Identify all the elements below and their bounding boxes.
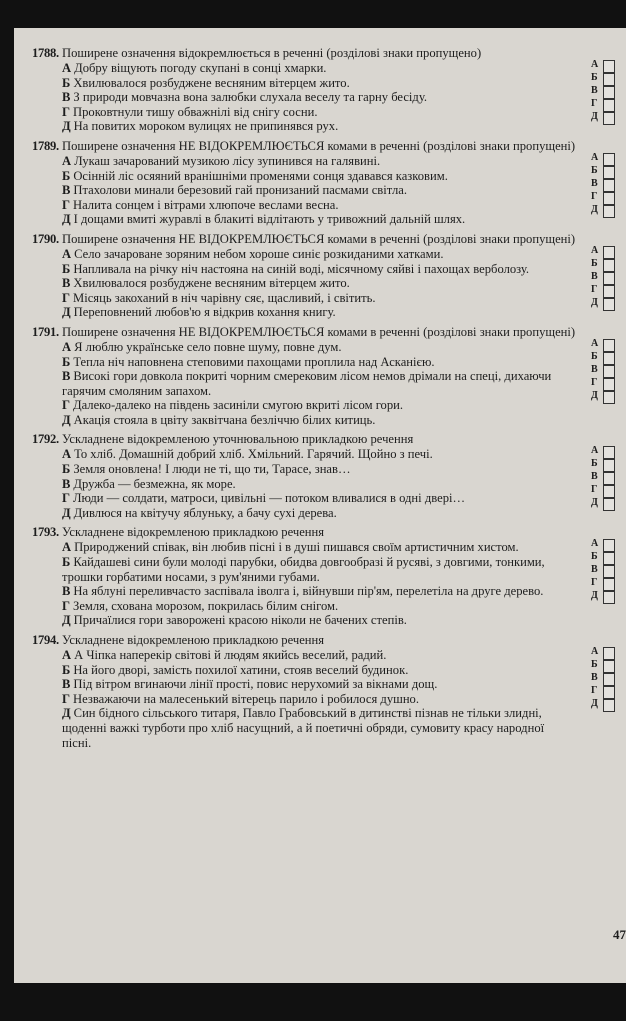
answer-box[interactable] bbox=[593, 591, 615, 603]
question-number: 1793. bbox=[32, 525, 59, 540]
question-number: 1790. bbox=[32, 231, 59, 246]
answer-box-letter: Г bbox=[591, 98, 598, 109]
answer-box[interactable] bbox=[593, 673, 615, 685]
answer-box[interactable] bbox=[593, 660, 615, 672]
question-text: Ускладнене відокремленою уточнювальною прикладкою речення bbox=[62, 432, 414, 447]
answer-checkbox[interactable] bbox=[603, 485, 615, 498]
answer-box-letter: Д bbox=[591, 497, 598, 509]
answer-box[interactable] bbox=[593, 498, 615, 510]
question bbox=[32, 139, 617, 227]
answer-box-letter: А bbox=[591, 59, 599, 70]
answer-box[interactable] bbox=[593, 99, 615, 111]
answer-option bbox=[32, 76, 617, 91]
answer-option bbox=[32, 105, 617, 120]
answer-option bbox=[32, 244, 617, 262]
option-letter: Г bbox=[62, 197, 71, 212]
answer-box-letter: Д bbox=[591, 203, 598, 215]
option-text: Тепла ніч наповнена степовими пахощами проплила над Асканією. bbox=[73, 354, 435, 369]
answer-box[interactable] bbox=[593, 179, 615, 191]
option-text: Налита сонцем і вітрами хлюпоче веслами весна. bbox=[73, 197, 339, 212]
answer-checkbox[interactable] bbox=[603, 673, 615, 686]
answer-boxes bbox=[593, 539, 615, 604]
option-letter: Г bbox=[62, 290, 71, 305]
question-number: 1789. bbox=[32, 138, 59, 153]
answer-box[interactable] bbox=[593, 112, 615, 124]
answer-box[interactable] bbox=[593, 259, 615, 271]
answer-checkbox[interactable] bbox=[603, 285, 615, 298]
answer-box-letter: Б bbox=[591, 72, 598, 83]
option-letter: Д bbox=[62, 119, 71, 134]
answer-option bbox=[32, 506, 617, 521]
option-letter: Д bbox=[62, 505, 71, 520]
option-letter: А bbox=[62, 648, 72, 662]
answer-box-letter: Г bbox=[591, 283, 598, 295]
answer-boxes bbox=[593, 339, 615, 404]
option-letter: Г bbox=[62, 491, 71, 506]
answer-boxes bbox=[593, 153, 615, 218]
answer-checkbox[interactable] bbox=[603, 99, 615, 112]
question-title bbox=[32, 525, 617, 540]
answer-option bbox=[32, 706, 617, 750]
answer-box-letter: Б bbox=[591, 164, 598, 176]
answer-option bbox=[32, 462, 617, 477]
option-text: Село зачароване зоряним небом хороше синіє розкиданими хатками. bbox=[74, 246, 444, 261]
question-number: 1794. bbox=[32, 633, 59, 647]
option-letter: Б bbox=[62, 168, 71, 183]
answer-checkbox[interactable] bbox=[603, 459, 615, 472]
question bbox=[32, 525, 617, 628]
answer-checkbox[interactable] bbox=[603, 192, 615, 205]
question-title bbox=[32, 432, 617, 447]
answer-option bbox=[32, 677, 617, 692]
answer-checkbox[interactable] bbox=[603, 153, 615, 166]
answer-checkbox[interactable] bbox=[603, 686, 615, 699]
answer-box[interactable] bbox=[593, 86, 615, 98]
answer-box[interactable] bbox=[593, 285, 615, 297]
option-letter: А bbox=[62, 61, 72, 75]
answer-box[interactable] bbox=[593, 339, 615, 351]
question-title bbox=[32, 633, 617, 648]
book-page bbox=[14, 28, 626, 983]
answer-option bbox=[32, 663, 617, 678]
option-letter: Г bbox=[62, 598, 71, 613]
answer-box[interactable] bbox=[593, 153, 615, 165]
option-letter: Б bbox=[62, 75, 71, 90]
option-letter: Г bbox=[62, 398, 71, 413]
answer-checkbox[interactable] bbox=[603, 699, 615, 712]
answer-checkbox[interactable] bbox=[603, 246, 615, 259]
option-text: То хліб. Домашній добрий хліб. Хмільний. Гарячий. Щойно з печі. bbox=[74, 447, 433, 462]
option-letter: Д bbox=[62, 305, 71, 320]
option-text: Напливала на річку ніч настояна на синій воді, місячному сяйві і пахощах верболозу. bbox=[73, 261, 530, 276]
option-text: Птахолови минали березовий гай пронизаний пасмами світла. bbox=[73, 183, 407, 198]
answer-boxes bbox=[593, 60, 615, 125]
answer-checkbox[interactable] bbox=[603, 166, 615, 179]
answer-checkbox[interactable] bbox=[603, 352, 615, 365]
question bbox=[32, 232, 617, 320]
answer-option bbox=[32, 212, 617, 227]
answer-option bbox=[32, 540, 617, 555]
option-text: Далеко-далеко на південь засиніли смугою вкриті лісом гори. bbox=[73, 398, 404, 413]
answer-option bbox=[32, 119, 617, 134]
answer-checkbox[interactable] bbox=[603, 60, 615, 73]
question-title bbox=[32, 139, 617, 154]
answer-option bbox=[32, 183, 617, 198]
option-letter: Б bbox=[62, 261, 71, 276]
option-text: Під вітром вгинаючи лінії прості, повис нерухомий за вікнами дощ. bbox=[73, 677, 438, 692]
option-text: Я люблю українське село повне шуму, повне дум. bbox=[74, 339, 342, 354]
option-text: А Чіпка наперекір світові й людям якийсь веселий, радий. bbox=[74, 648, 387, 662]
option-letter: А bbox=[62, 540, 72, 555]
answer-option bbox=[32, 398, 617, 413]
answer-checkbox[interactable] bbox=[603, 378, 615, 391]
answer-box-letter: Б bbox=[591, 257, 598, 269]
answer-box-letter: А bbox=[591, 445, 599, 457]
option-letter: А bbox=[62, 447, 72, 462]
question-text: Поширене означення НЕ ВІДОКРЕМЛЮЄТЬСЯ комами в реченні (розділові знаки пропущені) bbox=[62, 324, 576, 339]
answer-box-letter: Г bbox=[591, 577, 598, 589]
answer-box[interactable] bbox=[593, 647, 615, 659]
answer-box[interactable] bbox=[593, 166, 615, 178]
answer-box[interactable] bbox=[593, 446, 615, 458]
option-text: Природжений співак, він любив пісні і в душі пишався своїм артистичним хистом. bbox=[74, 540, 519, 555]
option-letter: В bbox=[62, 90, 71, 105]
option-text: Високі гори довкола покриті чорним смерековим лісом немов дрімали на спеці, дихаючи гарячим смоляним запахом. bbox=[62, 369, 552, 398]
question-title bbox=[32, 232, 617, 247]
answer-boxes bbox=[593, 246, 615, 311]
answer-box-letter: Б bbox=[591, 350, 598, 362]
option-text: На повитих мороком вулицях не припинявся рух. bbox=[73, 119, 339, 134]
option-text: Хвилювалося розбуджене весняним вітерцем жито. bbox=[73, 276, 350, 291]
option-text: Акація стояла в цвіту заквітчана безліччю білих китиць. bbox=[73, 412, 376, 427]
question-number: 1788. bbox=[32, 46, 59, 60]
answer-box-letter: В bbox=[591, 471, 598, 483]
question bbox=[32, 633, 617, 750]
answer-box-letter: Г bbox=[591, 685, 598, 696]
answer-checkbox[interactable] bbox=[603, 112, 615, 125]
answer-option bbox=[32, 355, 617, 370]
answer-box[interactable] bbox=[593, 352, 615, 364]
answer-box[interactable] bbox=[593, 192, 615, 204]
answer-checkbox[interactable] bbox=[603, 298, 615, 311]
answer-option bbox=[32, 447, 617, 462]
answer-box-letter: В bbox=[591, 564, 598, 576]
answer-box[interactable] bbox=[593, 365, 615, 377]
option-text: Дружба — безмежна, як море. bbox=[73, 476, 236, 491]
answer-option bbox=[32, 692, 617, 707]
answer-option bbox=[32, 305, 617, 320]
answer-option bbox=[32, 276, 617, 291]
option-letter: В bbox=[62, 584, 71, 599]
answer-option bbox=[32, 491, 617, 509]
question bbox=[32, 46, 617, 134]
question-title bbox=[32, 325, 617, 340]
option-letter: А bbox=[62, 339, 72, 354]
answer-box[interactable] bbox=[593, 552, 615, 564]
option-text: Місяць закоханий в ніч чарівну сяє, щасливий, і світить. bbox=[73, 290, 376, 305]
answer-box[interactable] bbox=[593, 205, 615, 217]
answer-box[interactable] bbox=[593, 298, 615, 310]
answer-box-letter: А bbox=[591, 646, 599, 657]
option-letter: В bbox=[62, 476, 71, 491]
answer-checkbox[interactable] bbox=[603, 552, 615, 565]
answer-checkbox[interactable] bbox=[603, 272, 615, 285]
answer-checkbox[interactable] bbox=[603, 578, 615, 591]
answer-box-letter: Д bbox=[591, 296, 598, 308]
question-number: 1791. bbox=[32, 324, 59, 339]
answer-boxes bbox=[593, 647, 615, 712]
option-text: Незважаючи на малесенький вітерець парило і робилося душно. bbox=[73, 691, 420, 706]
answer-checkbox[interactable] bbox=[603, 446, 615, 459]
question bbox=[32, 325, 617, 428]
answer-box-letter: Д bbox=[591, 111, 598, 122]
option-text: Лукаш зачарований музикою лісу зупинився на галявині. bbox=[74, 153, 381, 168]
answer-option bbox=[32, 262, 617, 277]
option-text: Син бідного сільського титаря, Павло Грабовський в дитинстві пізнав не тільки злидні, щоденні важкі турботи про хліб насущний, а й поетичні обряди, сумовиту красу народної пісні. bbox=[62, 706, 545, 750]
answer-checkbox[interactable] bbox=[603, 259, 615, 272]
answer-box-letter: Г bbox=[591, 190, 598, 202]
question-text: Ускладнене відокремленою прикладкою речення bbox=[62, 525, 325, 540]
answer-box-letter: А bbox=[591, 151, 599, 163]
question bbox=[32, 432, 617, 520]
answer-box[interactable] bbox=[593, 60, 615, 72]
option-text: Дивлюся на квітучу яблуньку, а бачу сухі дерева. bbox=[73, 505, 337, 520]
answer-checkbox[interactable] bbox=[603, 365, 615, 378]
answer-option bbox=[32, 613, 617, 628]
option-text: Земля оновлена! І люди не ті, що ти, Тарасе, знав… bbox=[73, 462, 351, 477]
option-letter: Д bbox=[62, 412, 71, 427]
answer-box[interactable] bbox=[593, 391, 615, 403]
answer-checkbox[interactable] bbox=[603, 205, 615, 218]
page-number: 47 bbox=[613, 927, 626, 942]
option-text: З природи мовчазна вона залюбки слухала веселу та гарну бесіду. bbox=[73, 90, 428, 105]
option-letter: А bbox=[62, 246, 72, 261]
question-text: Поширене означення відокремлюється в реченні (розділові знаки пропущено) bbox=[62, 46, 482, 60]
answer-box[interactable] bbox=[593, 578, 615, 590]
option-letter: Г bbox=[62, 691, 71, 706]
question-text: Поширене означення НЕ ВІДОКРЕМЛЮЄТЬСЯ комами в реченні (розділові знаки пропущені) bbox=[62, 231, 576, 246]
answer-option bbox=[32, 584, 617, 602]
option-letter: В bbox=[62, 369, 71, 384]
answer-checkbox[interactable] bbox=[603, 179, 615, 192]
question-text: Ускладнене відокремленою прикладкою речення bbox=[62, 633, 325, 647]
option-text: Переповнений любов'ю я відкрив кохання книгу. bbox=[73, 305, 336, 320]
question-title bbox=[32, 46, 617, 61]
option-letter: Г bbox=[62, 104, 71, 119]
answer-checkbox[interactable] bbox=[603, 86, 615, 99]
answer-box[interactable] bbox=[593, 539, 615, 551]
answer-box[interactable] bbox=[593, 378, 615, 390]
answer-box-letter: Б bbox=[591, 659, 598, 670]
answer-box[interactable] bbox=[593, 272, 615, 284]
answer-checkbox[interactable] bbox=[603, 647, 615, 660]
answer-box-letter: Г bbox=[591, 376, 598, 388]
answer-option bbox=[32, 413, 617, 428]
answer-checkbox[interactable] bbox=[603, 391, 615, 404]
answer-box-letter: Б bbox=[591, 551, 598, 563]
option-text: Проковтнули тишу обважнілі від снігу сосни. bbox=[73, 104, 318, 119]
answer-box-letter: А bbox=[591, 337, 599, 349]
option-letter: Д bbox=[62, 613, 71, 628]
answer-box-letter: В bbox=[591, 177, 598, 189]
answer-box[interactable] bbox=[593, 485, 615, 497]
answer-box-letter: А bbox=[591, 538, 599, 550]
option-letter: В bbox=[62, 183, 71, 198]
option-letter: Б bbox=[62, 555, 71, 570]
answer-option bbox=[32, 169, 617, 184]
answer-box-letter: В bbox=[591, 363, 598, 375]
option-text: Добру віщують погоду скупані в сонці хмарки. bbox=[74, 61, 327, 75]
answer-checkbox[interactable] bbox=[603, 660, 615, 673]
option-text: Земля, схована морозом, покрилась білим снігом. bbox=[73, 598, 339, 613]
answer-option bbox=[32, 648, 617, 663]
answer-box-letter: Г bbox=[591, 484, 598, 496]
answer-checkbox[interactable] bbox=[603, 339, 615, 352]
answer-box[interactable] bbox=[593, 73, 615, 85]
answer-checkbox[interactable] bbox=[603, 498, 615, 511]
option-text: Причаїлися гори заворожені красою ніколи не бачених степів. bbox=[73, 613, 407, 628]
answer-box-letter: А bbox=[591, 244, 599, 256]
answer-boxes bbox=[593, 446, 615, 511]
answer-box-letter: В bbox=[591, 85, 598, 96]
question-list bbox=[32, 46, 617, 755]
question-number: 1792. bbox=[32, 432, 59, 447]
answer-checkbox[interactable] bbox=[603, 472, 615, 485]
option-letter: А bbox=[62, 153, 72, 168]
answer-option bbox=[32, 337, 617, 355]
answer-option bbox=[32, 555, 617, 584]
answer-box[interactable] bbox=[593, 565, 615, 577]
option-text: Кайдашеві сини були молоді парубки, обидва довгообразі й русяві, з довгими, тонкими, трошки горбатими носами, з рум'яними губами. bbox=[62, 555, 545, 584]
option-text: На його дворі, замість похилої хатини, стояв веселий будинок. bbox=[73, 662, 409, 677]
answer-box[interactable] bbox=[593, 246, 615, 258]
question-text: Поширене означення НЕ ВІДОКРЕМЛЮЄТЬСЯ комами в реченні (розділові знаки пропущені) bbox=[62, 138, 576, 153]
answer-checkbox[interactable] bbox=[603, 591, 615, 604]
option-text: Люди — солдати, матроси, цивільні — потоком вливалися в одні двері… bbox=[73, 491, 466, 506]
option-letter: Б bbox=[62, 354, 71, 369]
answer-option bbox=[32, 151, 617, 169]
answer-option bbox=[32, 291, 617, 306]
answer-checkbox[interactable] bbox=[603, 539, 615, 552]
answer-box[interactable] bbox=[593, 472, 615, 484]
option-letter: Д bbox=[62, 212, 71, 227]
answer-option bbox=[32, 198, 617, 213]
answer-checkbox[interactable] bbox=[603, 565, 615, 578]
answer-box-letter: Д bbox=[591, 389, 598, 401]
option-text: Осінній ліс осяяний вранішніми променями сонця здавався казковим. bbox=[73, 168, 448, 183]
answer-box[interactable] bbox=[593, 699, 615, 711]
option-text: Хвилювалося розбуджене весняним вітерцем жито. bbox=[73, 75, 350, 90]
answer-box[interactable] bbox=[593, 459, 615, 471]
option-letter: Б bbox=[62, 662, 71, 677]
answer-option bbox=[32, 369, 617, 398]
answer-checkbox[interactable] bbox=[603, 73, 615, 86]
answer-box-letter: Д bbox=[591, 698, 598, 709]
answer-box-letter: В bbox=[591, 270, 598, 282]
answer-box-letter: Б bbox=[591, 458, 598, 470]
option-letter: В bbox=[62, 677, 71, 692]
answer-option bbox=[32, 477, 617, 492]
option-text: І дощами вмиті журавлі в блакиті відлітають у тривожний дальній шлях. bbox=[73, 212, 466, 227]
answer-option bbox=[32, 599, 617, 614]
answer-box[interactable] bbox=[593, 686, 615, 698]
option-text: На яблуні переливчасто заспівала іволга і, війнувши пір'ям, перелетіла на друге дерево. bbox=[73, 584, 544, 599]
answer-option bbox=[32, 90, 617, 105]
answer-box-letter: Д bbox=[591, 590, 598, 602]
answer-option bbox=[32, 61, 617, 76]
option-letter: Д bbox=[62, 706, 71, 721]
option-letter: Б bbox=[62, 462, 71, 477]
answer-box-letter: В bbox=[591, 672, 598, 683]
option-letter: В bbox=[62, 276, 71, 291]
